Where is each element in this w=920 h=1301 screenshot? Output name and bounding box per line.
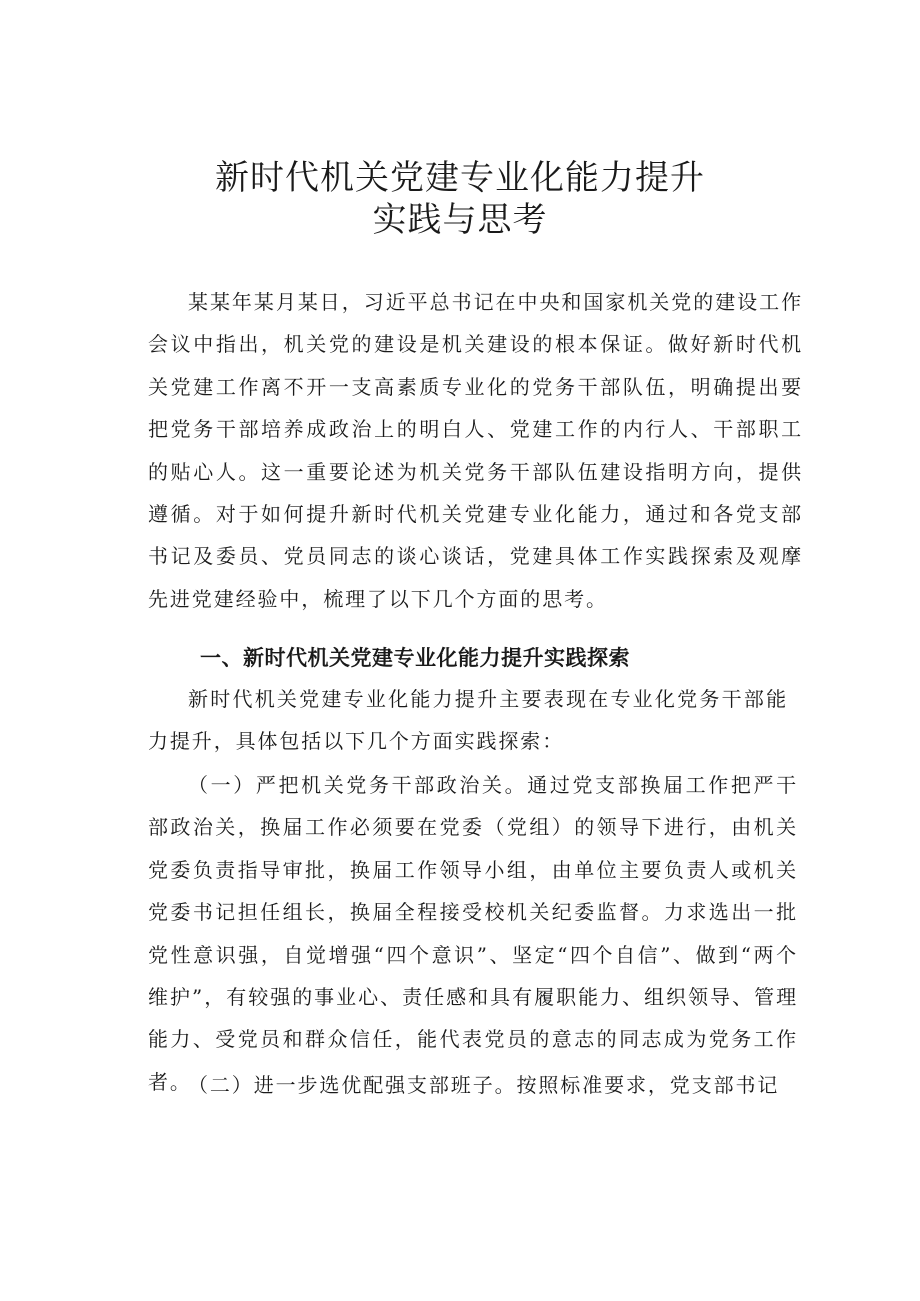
- document-title-line-1: 新时代机关党建专业化能力提升: [215, 158, 705, 198]
- document-title-line-2: 实践与思考: [372, 200, 548, 240]
- section-1-intro-paragraph: 新时代机关党建专业化能力提升主要表现在专业化党务干部能力提升，具体包括以下几个方面实践探索：: [148, 687, 788, 754]
- section-1-item-1-paragraph: （一）严把机关党务干部政治关。通过党支部换届工作把严干部政治关，换届工作必须要在党委（党组）的领导下进行，由机关党委负责指导审批，换届工作领导小组，由单位主要负责人或机关党委书记担任组长，换届全程接受校机关纪委监督。力求选出一批党性意识强，自觉增强“四个意识”、坚定“四个自信”、做到“两个维护”，有较强的事业心、责任感和具有履职能力、组织领导、管理能力、受党员和群众信任，能代表党员的意志的同志成为党务工作者。: [148, 773, 798, 1094]
- section-1-item-2-paragraph: （二）进一步选优配强支部班子。按照标准要求，党支部书记: [188, 1073, 780, 1097]
- section-1-heading: 一、新时代机关党建专业化能力提升实践探索: [200, 646, 630, 670]
- intro-paragraph: 某某年某月某日，习近平总书记在中央和国家机关党的建设工作会议中指出，机关党的建设是机关建设的根本保证。做好新时代机关党建工作离不开一支高素质专业化的党务干部队伍，明确提出要把党务干部培养成政治上的明白人、党建工作的内行人、干部职工的贴心人。这一重要论述为机关党务干部队伍建设指明方向，提供遵循。对于如何提升新时代机关党建专业化能力，通过和各党支部书记及委员、党员同志的谈心谈话，党建具体工作实践探索及观摩先进党建经验中，梳理了以下几个方面的思考。: [148, 290, 803, 611]
